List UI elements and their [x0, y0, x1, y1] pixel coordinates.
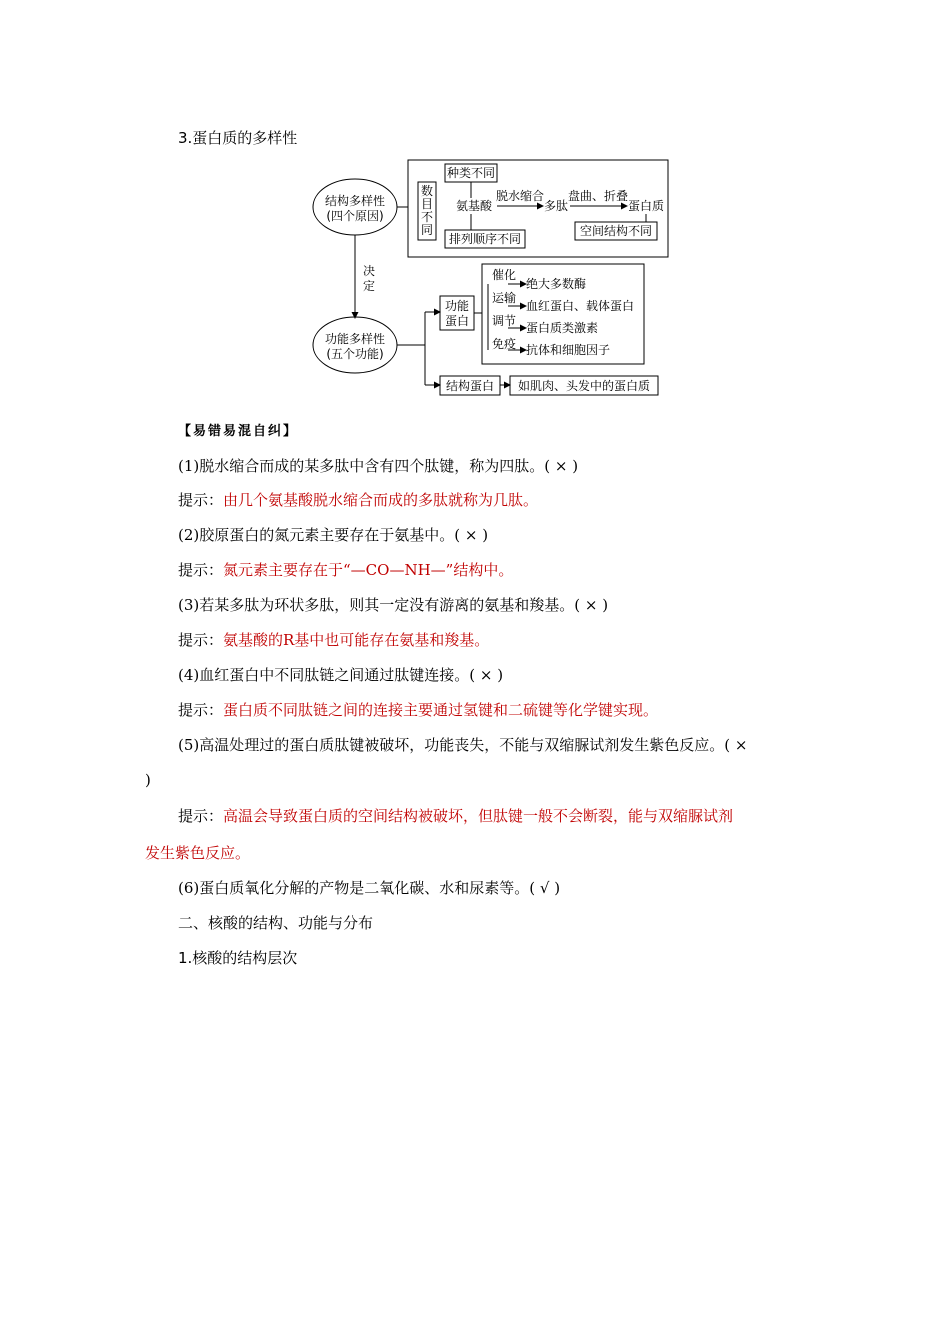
function-name-regulation: 调节: [492, 314, 517, 328]
question-2: (2)胶原蛋白的氮元素主要存在于氨基中。( × ): [178, 526, 489, 544]
svg-text:数: 数: [420, 184, 434, 198]
svg-text:决: 决: [363, 264, 376, 278]
function-name-transport: 运输: [492, 291, 517, 305]
svg-text:同: 同: [420, 223, 434, 237]
svg-text:排列顺序不同: 排列顺序不同: [448, 232, 522, 246]
part2-title: 二、核酸的结构、功能与分布: [178, 914, 374, 932]
svg-text:蛋白: 蛋白: [444, 314, 470, 328]
question-3: (3)若某多肽为环状多肽，则其一定没有游离的氨基和羧基。( × ): [178, 596, 609, 614]
svg-text:蛋白质类激素: 蛋白质类激素: [526, 321, 599, 335]
svg-text:不: 不: [420, 210, 434, 224]
question-6: (6)蛋白质氧化分解的产物是二氧化碳、水和尿素等。( √ ): [178, 879, 561, 897]
question-4: (4)血红蛋白中不同肽链之间通过肽键连接。( × ): [178, 666, 504, 684]
tip-5-cont: 发生紫色反应。: [145, 844, 251, 862]
svg-text:脱水缩合: 脱水缩合: [495, 189, 545, 203]
svg-text:抗体和细胞因子: 抗体和细胞因子: [526, 343, 611, 357]
errors-heading: 【易错易混自纠】: [178, 424, 299, 439]
question-5: (5)高温处理过的蛋白质肽键被破坏，功能丧失，不能与双缩脲试剂发生紫色反应。( ×: [178, 736, 748, 754]
function-name-catalysis: 催化: [492, 268, 517, 282]
tip-3: 氨基酸的R基中也可能存在氨基和羧基。: [223, 631, 490, 649]
svg-text:功能: 功能: [444, 299, 470, 313]
section-title-protein-diversity: 3.蛋白质的多样性: [178, 129, 298, 147]
section-title-nucleic-structure: 1.核酸的结构层次: [178, 949, 298, 967]
tip-1: 由几个氨基酸脱水缩合而成的多肽就称为几肽。: [223, 491, 539, 509]
svg-text:种类不同: 种类不同: [446, 166, 496, 180]
tip-4: 蛋白质不同肽链之间的连接主要通过氢键和二硫键等化学键实现。: [223, 701, 659, 719]
function-name-immunity: 免疫: [492, 337, 517, 351]
structure-node-line1: 结构多样性: [324, 194, 386, 208]
svg-text:血红蛋白、载体蛋白: 血红蛋白、载体蛋白: [526, 299, 635, 313]
svg-text:(五个功能): (五个功能): [326, 347, 384, 361]
tip-2: 氮元素主要存在于“—CO—NH—”结构中。: [223, 561, 514, 579]
structure-node-line2: (四个原因): [326, 209, 384, 223]
tip-5: 高温会导致蛋白质的空间结构被破坏，但肽键一般不会断裂，能与双缩脲试剂: [223, 807, 734, 825]
svg-text:功能多样性: 功能多样性: [324, 332, 386, 346]
question-1: (1)脱水缩合而成的某多肽中含有四个肽键，称为四肽。( × ): [178, 457, 579, 475]
amino-acid-label: 氨基酸: [455, 199, 493, 213]
svg-text:盘曲、折叠: 盘曲、折叠: [567, 189, 629, 203]
svg-text:空间结构不同: 空间结构不同: [579, 224, 653, 238]
svg-text:结构蛋白: 结构蛋白: [445, 379, 495, 393]
question-5-cont: ): [145, 771, 151, 789]
polypeptide-label: 多肽: [543, 199, 569, 213]
svg-text:目: 目: [420, 197, 434, 211]
svg-text:如肌肉、头发中的蛋白质: 如肌肉、头发中的蛋白质: [517, 379, 651, 393]
svg-text:定: 定: [363, 279, 376, 293]
svg-text:绝大多数酶: 绝大多数酶: [526, 277, 587, 291]
protein-label: 蛋白质: [627, 199, 665, 213]
protein-diversity-diagram: [0, 0, 950, 410]
